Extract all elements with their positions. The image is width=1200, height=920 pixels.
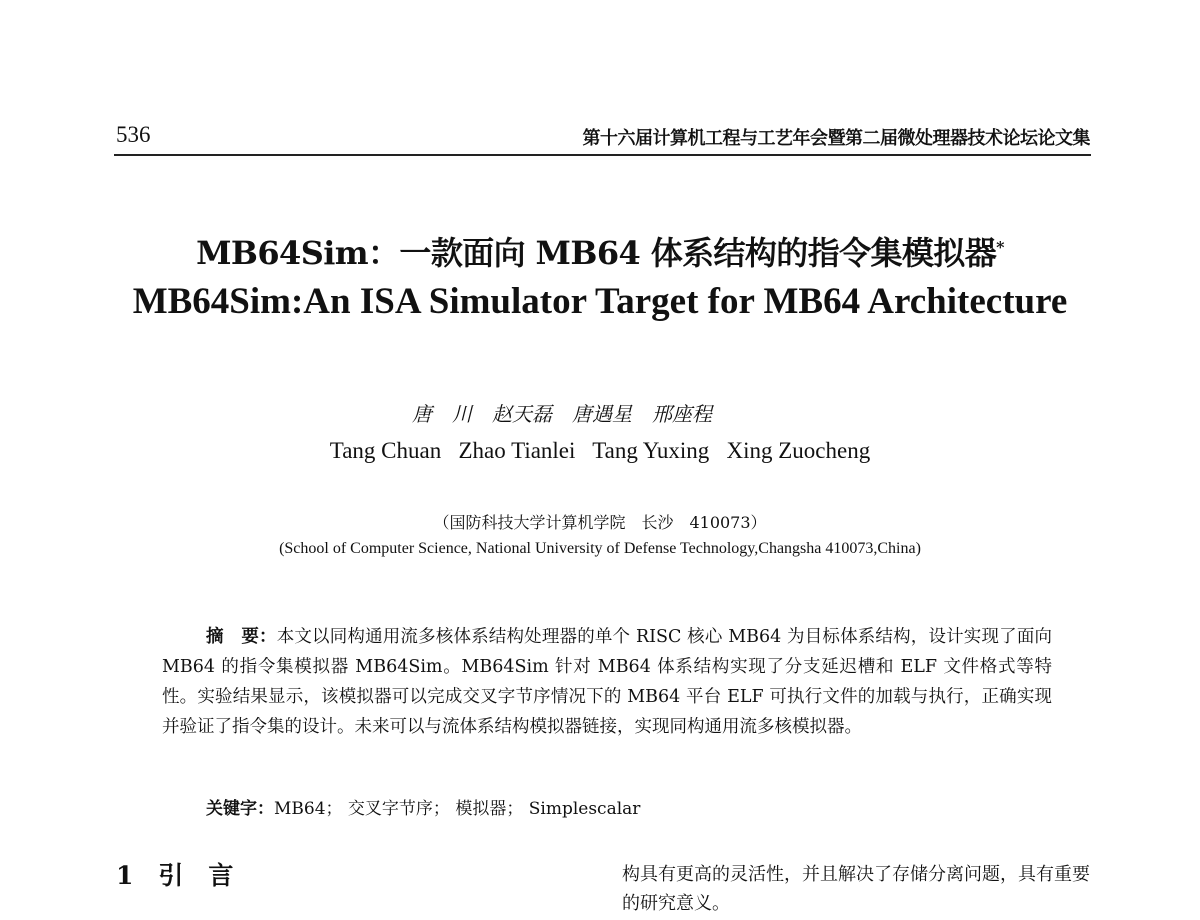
affiliation-english: (School of Computer Science, National University of Defense Technology,Changsha 410073,China) — [279, 540, 921, 557]
running-header-title: 第十六届计算机工程与工艺年会暨第二届微处理器技术论坛论文集 — [582, 128, 1090, 149]
paper-title-chinese — [0, 228, 1200, 274]
affiliation-chinese: （国防科技大学计算机学院 长沙 410073） — [433, 513, 767, 532]
keywords-line — [206, 794, 1056, 819]
title-footnote-mark: * — [996, 237, 1004, 257]
paper-title-english: MB64Sim:An ISA Simulator Target for MB64 Architecture — [132, 281, 1068, 322]
abstract-paragraph — [162, 622, 1052, 742]
keywords-text: MB64； 交叉字节序； 模拟器； Simplescalar — [274, 799, 641, 819]
section-heading-introduction: 1 引 言 — [116, 861, 234, 890]
abstract-text: 本文以同构通用流多核体系结构处理器的单个 RISC 核心 MB64 为目标体系结构，设计实现了面向 MB64 的指令集模拟器 MB64Sim。MB64Sim 针对 MB64 体系结构实现了分支延迟槽和 ELF 文件格式等特性。实验结果显示，该模拟器可以完成交叉字节序情况下的 MB64 平台 ELF 可执行文件的加载与执行，正确实现并验证了指令集的设计。未来可以与流体系结构模拟器链接，实现同构通用流多核模拟器。 — [162, 627, 1052, 737]
header-rule — [114, 154, 1091, 156]
abstract-label: 摘 要： — [206, 627, 277, 647]
page-number: 536 — [116, 122, 151, 147]
authors-english: Tang Chuan Zhao Tianlei Tang Yuxing Xing Zuocheng — [329, 438, 871, 463]
keywords-label: 关键字： — [206, 799, 274, 819]
right-column-text: 构具有更高的灵活性，并且解决了存储分离问题，具有重要的研究意义。 — [622, 864, 1090, 914]
authors-chinese: 唐 川 赵天磊 唐遇星 邢座程 — [412, 402, 712, 426]
title-zh-text: MB64Sim：一款面向 MB64 体系结构的指令集模拟器 — [196, 234, 997, 272]
